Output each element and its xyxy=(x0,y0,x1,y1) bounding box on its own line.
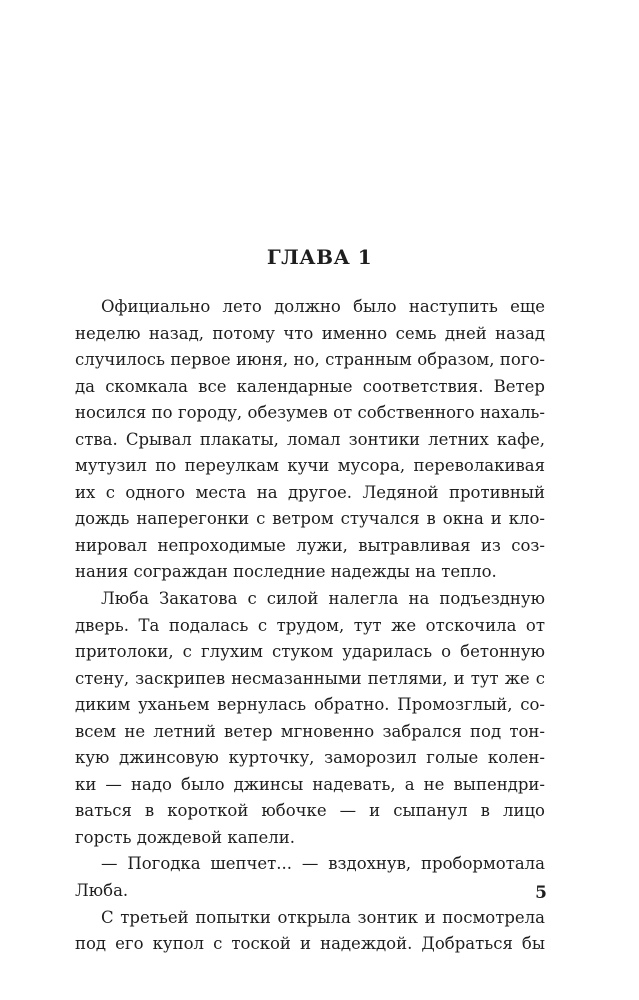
text-line: неделю назад, потому что именно семь дней назад xyxy=(75,323,545,343)
text-line: да скомкала все календарные соответствия. Ветер xyxy=(75,376,545,396)
page-number: 5 xyxy=(535,883,547,903)
text-line: диким уханьем вернулась обратно. Промозглый, со- xyxy=(75,695,545,715)
text-line: носился по городу, обезумев от собственного нахаль- xyxy=(75,403,545,423)
text-line: притолоки, с глухим стуком ударилась о бетонную xyxy=(75,642,545,662)
text-line: всем не летний ветер мгновенно забрался под тон- xyxy=(75,721,545,741)
text-line: дверь. Та подалась с трудом, тут же отскочила от xyxy=(75,615,545,635)
text-line: Официально лето должно было наступить еще xyxy=(101,297,545,316)
text-line: стену, заскрипев несмазанными петлями, и тут же с xyxy=(75,668,545,688)
text-line: горсть дождевой капели. xyxy=(75,827,296,847)
text-line: ки — надо было джинсы надевать, а не выпендри- xyxy=(75,774,545,794)
text-line: дождь наперегонки с ветром стучался в окна и кло- xyxy=(75,509,545,529)
text-line: под его купол с тоской и надеждой. Добраться бы xyxy=(75,934,545,954)
text-line: Люба. xyxy=(75,881,129,901)
text-line: мутузил по переулкам кучи мусора, переволакивая xyxy=(75,456,545,476)
text-line: нания сограждан последние надежды на тепло. xyxy=(75,562,497,582)
text-line: ства. Срывал плакаты, ломал зонтики летних кафе, xyxy=(75,429,545,449)
text-line: случилось первое июня, но, странным образом, пого- xyxy=(75,350,545,370)
text-line: ваться в короткой юбочке — и сыпанул в лицо xyxy=(75,801,545,821)
text-line: кую джинсовую курточку, заморозил голые колен- xyxy=(75,748,545,768)
body-text xyxy=(75,294,545,958)
text-line: — Погодка шепчет... — вздохнув, пробормотала xyxy=(101,854,545,874)
text-line: их с одного места на другое. Ледяной противный xyxy=(75,482,545,502)
text-line: нировал непроходимые лужи, вытравливая из соз- xyxy=(75,535,545,555)
text-line: С третьей попытки открыла зонтик и посмотрела xyxy=(101,907,545,927)
text-line: Люба Закатова с силой налегла на подъездную xyxy=(101,589,545,609)
chapter-title: ГЛАВА 1 xyxy=(266,245,373,269)
